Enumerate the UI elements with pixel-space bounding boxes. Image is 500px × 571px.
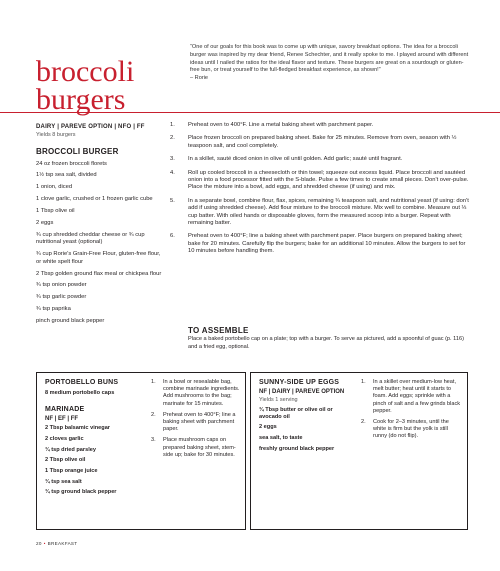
- method-step: [170, 198, 470, 228]
- ingredient-item: ¾ cup Rorie's Grain-Free Flour, gluten-free flour, or white spelt flour: [36, 251, 161, 265]
- ingredient-item: 2 Tbsp golden ground flax meal or chickpea flour: [36, 270, 162, 277]
- recipe-title-line-1: broccoli: [36, 55, 135, 88]
- marinade-tags: NF | EF | FF: [45, 415, 79, 422]
- intro-attribution: – Rorie: [190, 75, 209, 82]
- step-text: Preheat oven to 400°F; line a baking sheet with parchment paper.: [163, 411, 236, 433]
- sunny-side-up-eggs-box: [250, 372, 468, 530]
- portobello-step: [151, 379, 241, 408]
- sunny-yield: Yields 1 serving: [259, 397, 298, 403]
- step-text: Preheat oven to 400°F; line a baking sheet with parchment paper. Place burgers on prepared baking sheet; bake for 20 minutes. Carefully flip the burgers; bake for an additional 10 minutes. Allow the burgers to set for 10 minutes before handling them.: [188, 233, 466, 255]
- step-number: 1.: [361, 379, 366, 385]
- marinade-item: 2 Tbsp balsamic vinegar: [45, 425, 110, 432]
- step-text: In a bowl or resealable bag, combine marinade ingredients. Add mushrooms to the bag; marinate for 15 minutes.: [163, 379, 240, 407]
- step-number: 5.: [170, 197, 175, 204]
- recipe-title: [36, 55, 135, 116]
- step-number: 6.: [170, 233, 175, 240]
- yield-text: Yields 8 burgers: [36, 132, 76, 138]
- intro-quote: [190, 44, 470, 83]
- marinade-item: ¾ tsp ground black pepper: [45, 489, 117, 496]
- step-text: In a skillet over medium-low heat, melt butter; heat until it starts to foam. Add eggs; sprinkle with a pinch of salt and a few grinds black pepper.: [373, 379, 461, 414]
- broccoli-ingredient-list: [36, 161, 166, 326]
- step-text: Place frozen broccoli on prepared baking sheet. Bake for 25 minutes. Remove from oven, season with ½ teaspoon salt, and cool completely.: [188, 135, 457, 149]
- ingredient-item: pinch ground black pepper: [36, 318, 105, 325]
- marinade-item: 2 Tbsp olive oil: [45, 457, 86, 464]
- ingredient-item: ¾ tsp paprika: [36, 306, 71, 313]
- diet-tags: DAIRY | PAREVE OPTION | NFO | FF: [36, 124, 145, 130]
- step-text: Cook for 2–3 minutes, until the white is firm but the yolk is still runny (do not flip).: [373, 419, 449, 440]
- marinade-item: 1 Tbsp orange juice: [45, 468, 98, 475]
- ingredient-item: 24 oz frozen broccoli florets: [36, 160, 107, 167]
- ingredient-item: 1½ tsp sea salt, divided: [36, 172, 97, 179]
- step-number: 3.: [151, 437, 156, 444]
- portobello-caps: 8 medium portobello caps: [45, 389, 115, 396]
- portobello-step: [151, 437, 241, 459]
- step-text: In a separate bowl, combine flour, flax, spices, remaining ¾ teaspoon salt, and nutritional yeast (if using: don't add if using shredded cheese). Add flour mixture to the broccoli mixture. Mix well to combine. Measure out ⅓ cup batter. With oiled hands or disposable gloves, form the measured scoop into a burger. Repeat with remaining batter.: [188, 197, 469, 227]
- step-number: 4.: [170, 169, 175, 176]
- footer-separator: •: [43, 541, 46, 546]
- portobello-step: [151, 412, 241, 434]
- sunny-heading: SUNNY-SIDE UP EGGS: [259, 379, 340, 386]
- recipe-title-line-2: burgers: [36, 83, 126, 116]
- method-step: [170, 156, 470, 163]
- step-number: 1.: [151, 379, 156, 385]
- ingredient-item: 2 eggs: [36, 220, 54, 227]
- sunny-ingredient: sea salt, to taste: [259, 435, 303, 442]
- intro-quote-text: “One of our goals for this book was to come up with unique, savory breakfast options. The idea for a broccoli burger was inspired by my dear friend, Renee Schechter, and it really spoke to me. I played around with different ideas until I nailed the ratios for the ideal flavor and texture. These burgers are great on a sourdough or gluten-free bun, or treat yourself to the full-fledged breakfast experience, as shown!”: [190, 44, 469, 74]
- method-step: [170, 135, 470, 150]
- ingredient-item: 1 onion, diced: [36, 184, 73, 191]
- step-number: 2.: [361, 419, 366, 426]
- method-step: [170, 170, 470, 192]
- step-number: 2.: [151, 411, 156, 418]
- portobello-heading: PORTOBELLO BUNS: [45, 379, 119, 386]
- step-number: 2.: [170, 135, 175, 142]
- marinade-item: ¾ tsp sea salt: [45, 478, 82, 485]
- method-step: [170, 122, 470, 129]
- step-text: Place mushroom caps on prepared baking sheet, stem-side up; bake for 30 minutes.: [163, 437, 236, 458]
- ingredient-item: ¾ tsp onion powder: [36, 282, 87, 289]
- step-number: 1.: [170, 122, 175, 128]
- page-footer: [36, 541, 77, 546]
- marinade-item: ¾ tsp dried parsley: [45, 446, 96, 453]
- broccoli-burger-heading: BROCCOLI BURGER: [36, 147, 119, 156]
- method-steps: [170, 122, 470, 262]
- step-text: Roll up cooled broccoli in a cheesecloth or thin towel; squeeze out excess liquid. Place broccoli and sautéed onion into a food processor fitted with the S-blade. Pulse a few times to create small pieces. Don't over-pulse. Place the mixture into a bowl, add eggs, and shredded cheese (if using) and mix.: [188, 169, 469, 191]
- page-number: 20: [36, 541, 42, 546]
- ingredient-item: ¾ cup shredded cheddar cheese or ¾ cup nutritional yeast (optional): [36, 231, 145, 246]
- ingredient-item: 1 Tbsp olive oil: [36, 208, 75, 215]
- assemble-text: Place a baked portobello cap on a plate; top with a burger. To serve as pictured, add a spoonful of guac (p. 116) and a fried egg, optional.: [188, 336, 464, 350]
- sunny-ingredient: freshly ground black pepper: [259, 445, 335, 452]
- method-step: [170, 233, 470, 255]
- section-name: BREAKFAST: [47, 541, 78, 546]
- step-text: Preheat oven to 400°F. Line a metal baking sheet with parchment paper.: [188, 122, 374, 128]
- sunny-ingredient: 2 eggs: [259, 424, 277, 431]
- sunny-tags: NF | DAIRY | PAREVE OPTION: [259, 389, 345, 395]
- header-divider: [0, 112, 500, 113]
- ingredient-column: [36, 124, 166, 326]
- portobello-buns-box: [36, 372, 246, 530]
- assemble-heading: TO ASSEMBLE: [188, 326, 249, 335]
- marinade-item: 2 cloves garlic: [45, 435, 84, 442]
- marinade-heading: MARINADE: [45, 405, 85, 413]
- ingredient-item: ¾ tsp garlic powder: [36, 294, 87, 301]
- sunny-ingredient: ¾ Tbsp butter or olive oil or avocado oil: [259, 406, 333, 420]
- ingredient-item: 1 clove garlic, crushed or 1 frozen garlic cube: [36, 196, 153, 203]
- sunny-step: [361, 419, 461, 441]
- step-number: 3.: [170, 156, 175, 163]
- step-text: In a skillet, sauté diced onion in olive oil until golden. Add garlic; sauté until fragrant.: [188, 156, 403, 163]
- sunny-step: [361, 379, 461, 415]
